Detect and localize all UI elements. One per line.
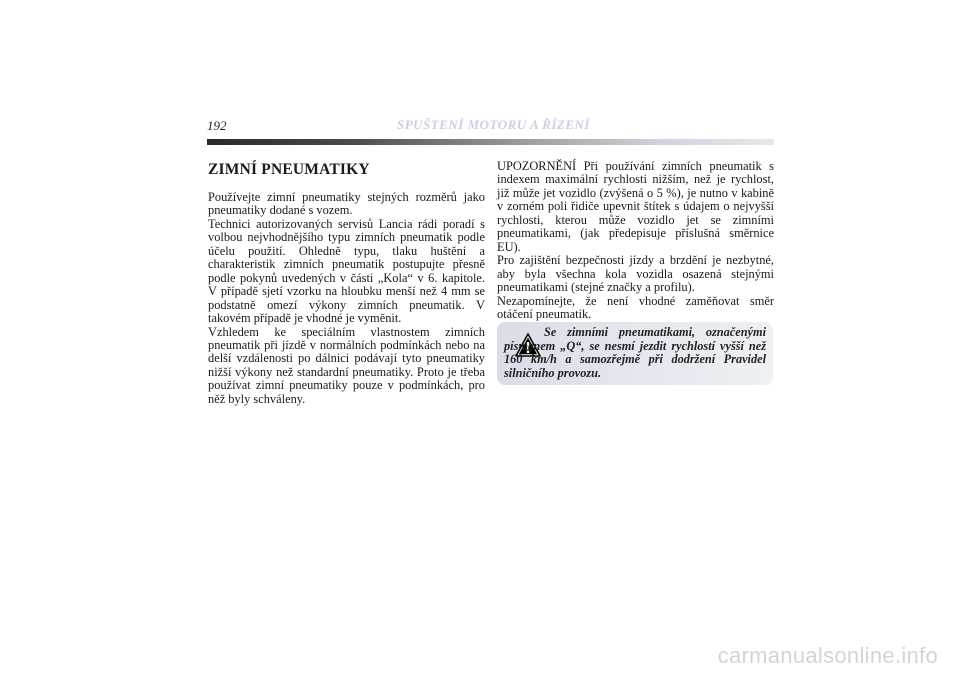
warning-box xyxy=(497,322,773,385)
watermark: carmanualsonline.info xyxy=(717,643,938,668)
page-number: 192 xyxy=(207,118,227,133)
warning-text xyxy=(504,326,766,381)
left-column xyxy=(208,160,485,406)
paragraph: Používejte zimní pneumatiky stejných rozměrů jako pneumatiky dodané s vozem. xyxy=(208,190,485,218)
paragraph: Vzhledem ke speciálním vlastnostem zimních pneumatik při jízdě v normálních podmínkách nebo na delší vzdálenosti po dálnici podávají tyto pneumatiky nižší výkony než standardní pneumatiky. Proto je třeba používat zimní pneumatiky pouze v podmínkách, pro něž byly schváleny. xyxy=(208,324,485,406)
paragraph: Nezapomínejte, že není vhodné zaměňovat směr otáčení pneumatik. xyxy=(497,293,774,321)
header-rule xyxy=(207,139,774,145)
warning-text-content: Se zimními pneumatikami, označenými písmenem „Q“, se nesmí jezdit rychlostí vyšší než 160 km/h a samozřejmě při dodržení Pravidel silničního provozu. xyxy=(504,325,766,381)
section-title: ZIMNÍ PNEUMATIKY xyxy=(208,161,370,178)
paragraph: Technici autorizovaných servisů Lancia rádi poradí s volbou nejvhodnějšího typu zimních pneumatik podle účelu použití. Ohledně typu, tlaku huštění a charakteristik zimních pneumatik postupujte přesně podle pokynů uvedených v části „Kola“ v 6. kapitole. V případě sjetí vzorku na hloubku menší než 4 mm se podstatně omezí výkony zimních pneumatik. V takovém případě je vhodné je vyměnit. xyxy=(208,216,485,326)
paragraph: Pro zajištění bezpečnosti jízdy a brzdění je nezbytné, aby byla všechna kola vozidla osazená stejnými pneumatikami (stejné značky a profilu). xyxy=(497,253,774,295)
paragraph: UPOZORNĚNÍ Při používání zimních pneumatik s indexem maximální rychlosti nižším, než je rychlost, již může jet vozidlo (zvýšená o 5 %), je nutno v kabině v zorném poli řidiče upevnit štítek s údajem o nejvyšší rychlosti, kterou může vozidlo jet se zimními pneumatikami, (jak předepisuje příslušná směrnice EU). xyxy=(497,159,774,254)
running-head: SPUŠTENÍ MOTORU A ŘÍZENÍ xyxy=(397,117,590,132)
right-column xyxy=(497,160,774,321)
